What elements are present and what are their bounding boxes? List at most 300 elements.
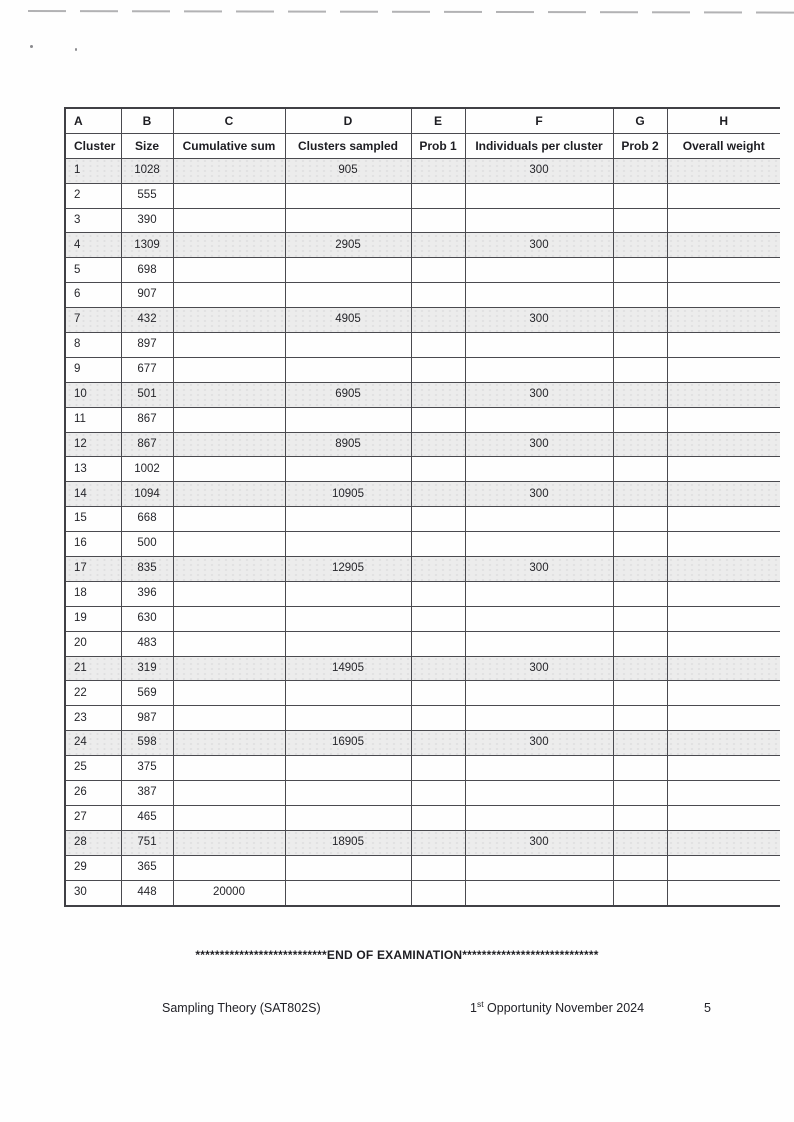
- table-cell-cumulative-sum: [173, 357, 285, 382]
- table-cell-cumulative-sum: 20000: [173, 880, 285, 905]
- table-cell-cluster: 5: [65, 258, 121, 283]
- table-cell-clusters-sampled: [285, 855, 411, 880]
- table-cell-clusters-sampled: 6905: [285, 382, 411, 407]
- column-header: E: [411, 108, 465, 133]
- column-label-row: [65, 133, 780, 158]
- table-cell-clusters-sampled: 4905: [285, 308, 411, 333]
- table-cell-cluster: 24: [65, 731, 121, 756]
- table-cell-clusters-sampled: [285, 681, 411, 706]
- table-cell-individuals-per-cluster: [465, 706, 613, 731]
- table-cell-size: 598: [121, 731, 173, 756]
- table-cell-individuals-per-cluster: 300: [465, 656, 613, 681]
- table-cell-clusters-sampled: [285, 805, 411, 830]
- table-cell-size: 668: [121, 507, 173, 532]
- table-cell-individuals-per-cluster: 300: [465, 432, 613, 457]
- table-cell-overall-weight: [667, 880, 780, 905]
- table-cell-individuals-per-cluster: 300: [465, 731, 613, 756]
- table-row: [65, 457, 780, 482]
- table-cell-cumulative-sum: [173, 308, 285, 333]
- footer-opportunity: [470, 998, 645, 1015]
- table-cell-cumulative-sum: [173, 656, 285, 681]
- table-cell-prob1: [411, 681, 465, 706]
- table-row: [65, 283, 780, 308]
- table-cell-prob1: [411, 631, 465, 656]
- table-cell-individuals-per-cluster: [465, 208, 613, 233]
- table-cell-size: 500: [121, 532, 173, 557]
- table-cell-cumulative-sum: [173, 731, 285, 756]
- table-cell-size: 390: [121, 208, 173, 233]
- table-cell-cumulative-sum: [173, 507, 285, 532]
- table-row: [65, 432, 780, 457]
- stars-right: ****************************: [462, 948, 599, 962]
- table-cell-size: 1028: [121, 158, 173, 183]
- table-cell-overall-weight: [667, 731, 780, 756]
- table-cell-prob2: [613, 731, 667, 756]
- table-row: [65, 781, 780, 806]
- footer-opportunity-ordinal: st: [476, 998, 484, 1009]
- table-cell-clusters-sampled: 12905: [285, 557, 411, 582]
- table-cell-size: 987: [121, 706, 173, 731]
- table-cell-prob1: [411, 706, 465, 731]
- table-cell-clusters-sampled: [285, 756, 411, 781]
- table-cell-overall-weight: [667, 656, 780, 681]
- table-cell-clusters-sampled: [285, 532, 411, 557]
- table-cell-prob1: [411, 432, 465, 457]
- table-cell-individuals-per-cluster: [465, 756, 613, 781]
- table-row: [65, 333, 780, 358]
- table-cell-overall-weight: [667, 507, 780, 532]
- table-cell-cumulative-sum: [173, 333, 285, 358]
- table-cell-clusters-sampled: [285, 183, 411, 208]
- table-cell-prob2: [613, 880, 667, 905]
- table-cell-cluster: 1: [65, 158, 121, 183]
- table-cell-overall-weight: [667, 756, 780, 781]
- table-cell-cluster: 12: [65, 432, 121, 457]
- table-cell-cluster: 4: [65, 233, 121, 258]
- table-cell-size: 698: [121, 258, 173, 283]
- cluster-sampling-table: [64, 107, 780, 907]
- table-cell-prob2: [613, 557, 667, 582]
- table-cell-cluster: 22: [65, 681, 121, 706]
- table-cell-overall-weight: [667, 681, 780, 706]
- table-cell-prob2: [613, 333, 667, 358]
- table-cell-clusters-sampled: [285, 407, 411, 432]
- table-cell-cumulative-sum: [173, 407, 285, 432]
- table-cell-cluster: 10: [65, 382, 121, 407]
- table-cell-size: 448: [121, 880, 173, 905]
- table-cell-cumulative-sum: [173, 581, 285, 606]
- table-row: [65, 357, 780, 382]
- table-cell-overall-weight: [667, 557, 780, 582]
- table-cell-individuals-per-cluster: [465, 855, 613, 880]
- table-cell-size: 396: [121, 581, 173, 606]
- table-cell-prob1: [411, 656, 465, 681]
- table-cell-individuals-per-cluster: [465, 606, 613, 631]
- table-cell-cluster: 19: [65, 606, 121, 631]
- table-cell-cumulative-sum: [173, 830, 285, 855]
- table-cell-prob2: [613, 656, 667, 681]
- table-cell-prob1: [411, 756, 465, 781]
- table-cell-individuals-per-cluster: [465, 805, 613, 830]
- table-cell-prob2: [613, 805, 667, 830]
- table-cell-overall-weight: [667, 706, 780, 731]
- table-cell-individuals-per-cluster: [465, 507, 613, 532]
- table-row: [65, 855, 780, 880]
- column-header: Prob 2: [613, 133, 667, 158]
- table-cell-cluster: 3: [65, 208, 121, 233]
- table-cell-individuals-per-cluster: 300: [465, 557, 613, 582]
- table-row: [65, 731, 780, 756]
- table-cell-size: 483: [121, 631, 173, 656]
- table-cell-prob1: [411, 830, 465, 855]
- table-cell-overall-weight: [667, 333, 780, 358]
- table-cell-size: 1094: [121, 482, 173, 507]
- table-row: [65, 756, 780, 781]
- column-header: G: [613, 108, 667, 133]
- table-cell-clusters-sampled: 905: [285, 158, 411, 183]
- table-cell-prob2: [613, 606, 667, 631]
- table-cell-individuals-per-cluster: [465, 183, 613, 208]
- table-cell-individuals-per-cluster: [465, 283, 613, 308]
- table-cell-prob2: [613, 706, 667, 731]
- column-header: Cluster: [65, 133, 121, 158]
- table-cell-prob1: [411, 507, 465, 532]
- table-cell-overall-weight: [667, 830, 780, 855]
- table-cell-cumulative-sum: [173, 208, 285, 233]
- table-cell-overall-weight: [667, 382, 780, 407]
- table-cell-individuals-per-cluster: 300: [465, 233, 613, 258]
- table-cell-overall-weight: [667, 606, 780, 631]
- table-cell-overall-weight: [667, 457, 780, 482]
- table-cell-size: 677: [121, 357, 173, 382]
- table-cell-clusters-sampled: [285, 457, 411, 482]
- table-cell-prob2: [613, 407, 667, 432]
- table-cell-prob1: [411, 158, 465, 183]
- table-cell-individuals-per-cluster: 300: [465, 158, 613, 183]
- table-cell-prob1: [411, 781, 465, 806]
- table-cell-overall-weight: [667, 158, 780, 183]
- table-row: [65, 208, 780, 233]
- table-cell-prob1: [411, 357, 465, 382]
- table-row: [65, 382, 780, 407]
- table-cell-cumulative-sum: [173, 158, 285, 183]
- table-cell-size: 319: [121, 656, 173, 681]
- table-cell-clusters-sampled: 2905: [285, 233, 411, 258]
- table-cell-cumulative-sum: [173, 233, 285, 258]
- table-cell-overall-weight: [667, 432, 780, 457]
- table-cell-prob2: [613, 158, 667, 183]
- table-cell-clusters-sampled: [285, 781, 411, 806]
- table-cell-cumulative-sum: [173, 805, 285, 830]
- table-cell-cluster: 27: [65, 805, 121, 830]
- table-cell-prob2: [613, 507, 667, 532]
- table-cell-individuals-per-cluster: [465, 631, 613, 656]
- table-cell-individuals-per-cluster: 300: [465, 830, 613, 855]
- table-cell-cumulative-sum: [173, 457, 285, 482]
- column-header: B: [121, 108, 173, 133]
- table-row: [65, 681, 780, 706]
- table-cell-prob2: [613, 756, 667, 781]
- table-cell-clusters-sampled: [285, 606, 411, 631]
- table-cell-cumulative-sum: [173, 482, 285, 507]
- table-cell-size: 555: [121, 183, 173, 208]
- table-cell-prob1: [411, 457, 465, 482]
- table-row: [65, 631, 780, 656]
- table-cell-individuals-per-cluster: [465, 781, 613, 806]
- table-cell-prob2: [613, 308, 667, 333]
- table-cell-prob1: [411, 557, 465, 582]
- scan-artifact-speck: [30, 45, 33, 48]
- table-cell-individuals-per-cluster: [465, 258, 613, 283]
- table-row: [65, 557, 780, 582]
- table-cell-size: 375: [121, 756, 173, 781]
- table-cell-prob1: [411, 482, 465, 507]
- table-cell-cluster: 26: [65, 781, 121, 806]
- column-header: D: [285, 108, 411, 133]
- column-letter-row: [65, 108, 780, 133]
- table-cell-size: 835: [121, 557, 173, 582]
- table-row: [65, 258, 780, 283]
- footer-opportunity-number: 1: [470, 1001, 477, 1015]
- table-cell-prob2: [613, 283, 667, 308]
- table-cell-prob1: [411, 382, 465, 407]
- table-cell-size: 867: [121, 432, 173, 457]
- column-header: Size: [121, 133, 173, 158]
- table-cell-clusters-sampled: [285, 507, 411, 532]
- footer-opportunity-text: Opportunity November 2024: [483, 1001, 645, 1015]
- table-cell-individuals-per-cluster: 300: [465, 382, 613, 407]
- table-cell-prob2: [613, 183, 667, 208]
- table-cell-cluster: 13: [65, 457, 121, 482]
- table-cell-cluster: 21: [65, 656, 121, 681]
- table-row: [65, 532, 780, 557]
- table-row: [65, 830, 780, 855]
- table-cell-overall-weight: [667, 183, 780, 208]
- table-cell-cluster: 14: [65, 482, 121, 507]
- table-cell-overall-weight: [667, 482, 780, 507]
- table-cell-prob2: [613, 208, 667, 233]
- column-header: H: [667, 108, 780, 133]
- table-row: [65, 158, 780, 183]
- scan-artifact-line: [28, 10, 794, 14]
- table-cell-prob2: [613, 357, 667, 382]
- column-header: C: [173, 108, 285, 133]
- table-cell-cumulative-sum: [173, 258, 285, 283]
- table-cell-overall-weight: [667, 781, 780, 806]
- table-cell-prob1: [411, 581, 465, 606]
- column-header: F: [465, 108, 613, 133]
- table-cell-cluster: 28: [65, 830, 121, 855]
- table-cell-prob1: [411, 606, 465, 631]
- table-cell-prob2: [613, 781, 667, 806]
- table-cell-size: 897: [121, 333, 173, 358]
- table-cell-cumulative-sum: [173, 606, 285, 631]
- table-row: [65, 656, 780, 681]
- table-row: [65, 407, 780, 432]
- table-cell-individuals-per-cluster: 300: [465, 308, 613, 333]
- table-cell-individuals-per-cluster: [465, 357, 613, 382]
- table-cell-cumulative-sum: [173, 557, 285, 582]
- column-header: Cumulative sum: [173, 133, 285, 158]
- table-cell-prob2: [613, 631, 667, 656]
- table-cell-overall-weight: [667, 805, 780, 830]
- table-cell-prob1: [411, 855, 465, 880]
- table-cell-overall-weight: [667, 233, 780, 258]
- table-cell-size: 751: [121, 830, 173, 855]
- table-cell-prob1: [411, 805, 465, 830]
- table-cell-cluster: 29: [65, 855, 121, 880]
- table-cell-clusters-sampled: [285, 357, 411, 382]
- table-cell-clusters-sampled: [285, 258, 411, 283]
- table-cell-cluster: 23: [65, 706, 121, 731]
- table-cell-size: 465: [121, 805, 173, 830]
- table-cell-size: 501: [121, 382, 173, 407]
- table-cell-clusters-sampled: 18905: [285, 830, 411, 855]
- table-row: [65, 482, 780, 507]
- table-cell-cumulative-sum: [173, 183, 285, 208]
- table-cell-prob2: [613, 830, 667, 855]
- table-cell-overall-weight: [667, 631, 780, 656]
- table-cell-individuals-per-cluster: [465, 681, 613, 706]
- table-cell-cluster: 8: [65, 333, 121, 358]
- table-cell-clusters-sampled: [285, 706, 411, 731]
- table-cell-cumulative-sum: [173, 855, 285, 880]
- table-cell-size: 867: [121, 407, 173, 432]
- table-row: [65, 880, 780, 905]
- table-cell-cumulative-sum: [173, 283, 285, 308]
- table-cell-clusters-sampled: 10905: [285, 482, 411, 507]
- table-cell-prob1: [411, 407, 465, 432]
- table-row: [65, 183, 780, 208]
- table-cell-prob1: [411, 183, 465, 208]
- table-cell-individuals-per-cluster: [465, 407, 613, 432]
- table-cell-prob1: [411, 283, 465, 308]
- table-cell-overall-weight: [667, 357, 780, 382]
- table-cell-individuals-per-cluster: [465, 532, 613, 557]
- table-cell-individuals-per-cluster: [465, 333, 613, 358]
- table-cell-prob2: [613, 457, 667, 482]
- table-cell-overall-weight: [667, 308, 780, 333]
- table-cell-prob1: [411, 208, 465, 233]
- table-cell-prob1: [411, 880, 465, 905]
- table-cell-individuals-per-cluster: [465, 880, 613, 905]
- table-cell-cluster: 2: [65, 183, 121, 208]
- table-cell-prob2: [613, 681, 667, 706]
- table-cell-cumulative-sum: [173, 382, 285, 407]
- table-cell-overall-weight: [667, 532, 780, 557]
- table-cell-individuals-per-cluster: [465, 457, 613, 482]
- table-cell-overall-weight: [667, 258, 780, 283]
- table-cell-cluster: 11: [65, 407, 121, 432]
- column-header: Prob 1: [411, 133, 465, 158]
- table-cell-clusters-sampled: 14905: [285, 656, 411, 681]
- table-row: [65, 606, 780, 631]
- table-cell-cumulative-sum: [173, 432, 285, 457]
- table-cell-overall-weight: [667, 283, 780, 308]
- table-cell-prob2: [613, 258, 667, 283]
- column-header: Clusters sampled: [285, 133, 411, 158]
- footer-course-title: Sampling Theory (SAT802S): [162, 1001, 321, 1015]
- table-cell-cumulative-sum: [173, 781, 285, 806]
- table-cell-clusters-sampled: [285, 283, 411, 308]
- table-cell-cumulative-sum: [173, 756, 285, 781]
- table-cell-prob2: [613, 855, 667, 880]
- table-cell-prob2: [613, 432, 667, 457]
- table-cell-clusters-sampled: 16905: [285, 731, 411, 756]
- column-header: A: [65, 108, 121, 133]
- table-cell-clusters-sampled: [285, 208, 411, 233]
- table-cell-prob2: [613, 233, 667, 258]
- table-cell-prob1: [411, 731, 465, 756]
- table-cell-cluster: 6: [65, 283, 121, 308]
- table-cell-prob2: [613, 532, 667, 557]
- column-header: Overall weight: [667, 133, 780, 158]
- table-cell-individuals-per-cluster: [465, 581, 613, 606]
- table-cell-cluster: 17: [65, 557, 121, 582]
- table-cell-overall-weight: [667, 407, 780, 432]
- table-cell-clusters-sampled: 8905: [285, 432, 411, 457]
- page-number: 5: [704, 1001, 711, 1015]
- table-row: [65, 233, 780, 258]
- table-cell-prob2: [613, 581, 667, 606]
- column-header: Individuals per cluster: [465, 133, 613, 158]
- table-cell-size: 387: [121, 781, 173, 806]
- table-cell-prob2: [613, 382, 667, 407]
- table-cell-clusters-sampled: [285, 631, 411, 656]
- table-cell-size: 1002: [121, 457, 173, 482]
- table-cell-cluster: 7: [65, 308, 121, 333]
- stars-left: ***************************: [195, 948, 327, 962]
- end-of-examination-line: [0, 948, 794, 962]
- table-row: [65, 308, 780, 333]
- table-cell-clusters-sampled: [285, 581, 411, 606]
- table-cell-clusters-sampled: [285, 880, 411, 905]
- end-of-examination-title: END OF EXAMINATION: [326, 948, 463, 962]
- table-cell-size: 432: [121, 308, 173, 333]
- table-cell-size: 1309: [121, 233, 173, 258]
- table-cell-cluster: 9: [65, 357, 121, 382]
- scan-artifact-speck: [75, 48, 77, 51]
- table-row: [65, 507, 780, 532]
- table-cell-overall-weight: [667, 855, 780, 880]
- table-cell-size: 365: [121, 855, 173, 880]
- table-cell-prob1: [411, 258, 465, 283]
- table-row: [65, 805, 780, 830]
- table-cell-cluster: 15: [65, 507, 121, 532]
- table-cell-prob1: [411, 233, 465, 258]
- table-cell-individuals-per-cluster: 300: [465, 482, 613, 507]
- table-cell-clusters-sampled: [285, 333, 411, 358]
- table-cell-prob1: [411, 308, 465, 333]
- table-cell-cumulative-sum: [173, 681, 285, 706]
- table-row: [65, 706, 780, 731]
- table-row: [65, 581, 780, 606]
- table-cell-cluster: 18: [65, 581, 121, 606]
- table-cell-size: 630: [121, 606, 173, 631]
- table-cell-cumulative-sum: [173, 706, 285, 731]
- table-cell-size: 907: [121, 283, 173, 308]
- table-cell-size: 569: [121, 681, 173, 706]
- table-cell-cluster: 20: [65, 631, 121, 656]
- table-cell-prob1: [411, 333, 465, 358]
- table-cell-overall-weight: [667, 581, 780, 606]
- table-cell-prob1: [411, 532, 465, 557]
- table-cell-prob2: [613, 482, 667, 507]
- table-cell-overall-weight: [667, 208, 780, 233]
- table-cell-cluster: 25: [65, 756, 121, 781]
- table-cell-cumulative-sum: [173, 532, 285, 557]
- table-cell-cluster: 30: [65, 880, 121, 905]
